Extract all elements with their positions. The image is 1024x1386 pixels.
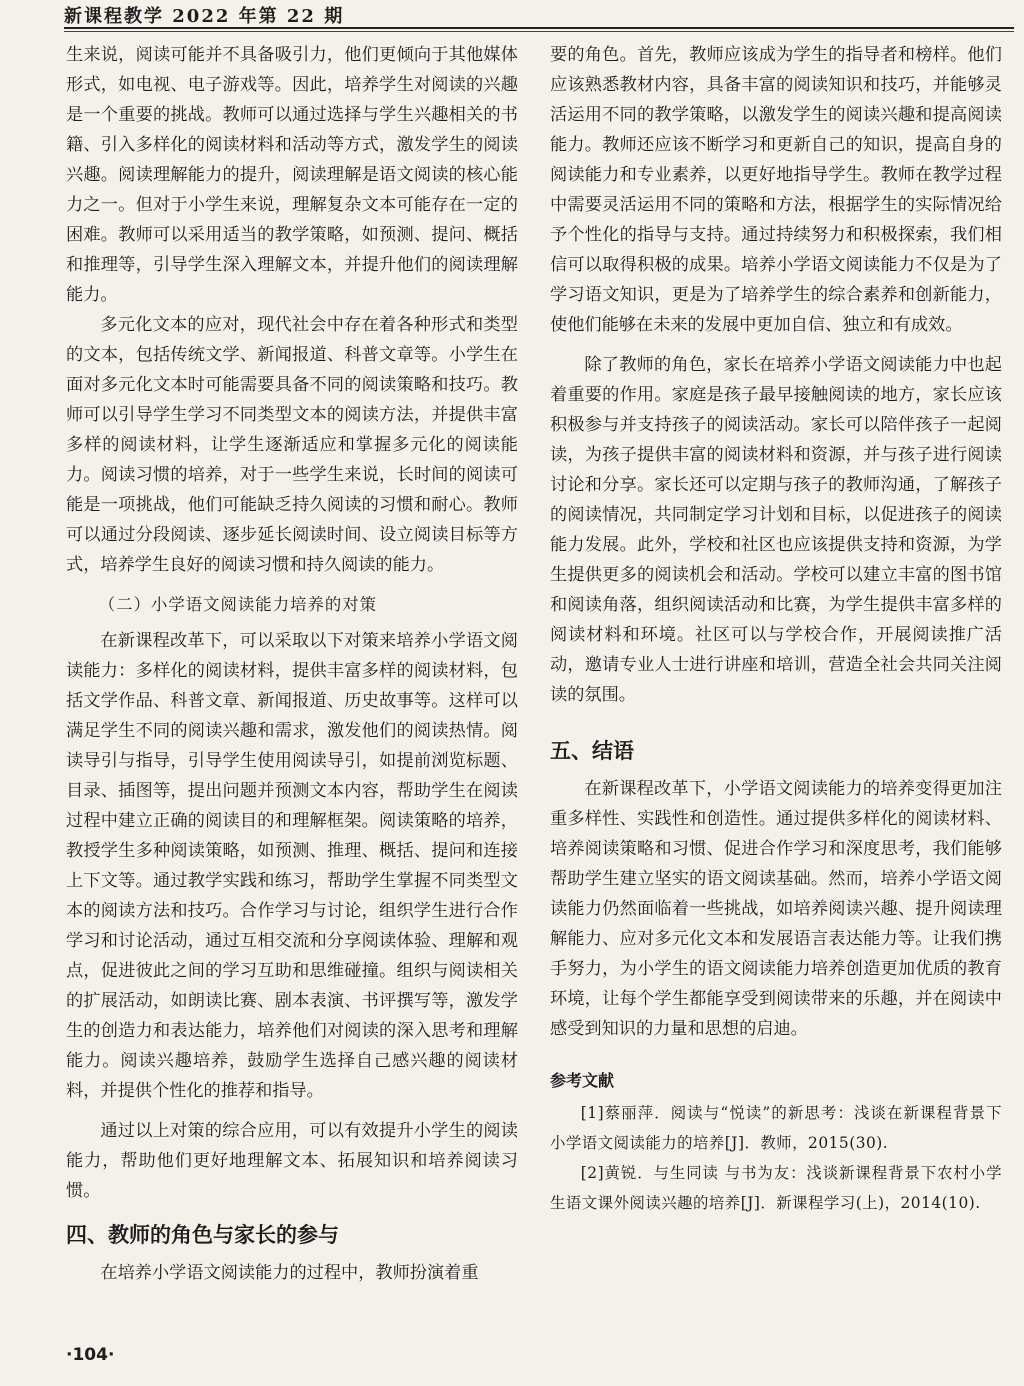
paragraph: 通过以上对策的综合应用，可以有效提升小学生的阅读能力，帮助他们更好地理解文本、拓展知识和培养阅读习惯。 bbox=[66, 1121, 518, 1201]
paragraph: 多元化文本的应对，现代社会中存在着各种形式和类型的文本，包括传统文学、新闻报道、科普文章等。小学生在面对多元化文本时可能需要具备不同的阅读策略和技巧。教师可以引导学生学习不同类型文本的阅读方法，并提供丰富多样的阅读材料，让学生逐渐适应和掌握多元化的阅读能力。阅读习惯的培养，对于一些学生来说，长时间的阅读可能是一项挑战，他们可能缺乏持久阅读的习惯和耐心。教师可以通过分段阅读、逐步延长阅读时间、设立阅读目标等方式，培养学生良好的阅读习惯和持久阅读的能力。 bbox=[66, 315, 518, 575]
paragraph: 除了教师的角色，家长在培养小学语文阅读能力中也起着重要的作用。家庭是孩子最早接触阅读的地方，家长应该积极参与并支持孩子的阅读活动。家长可以陪伴孩子一起阅读，为孩子提供丰富的阅读材料和资源，并与孩子进行阅读讨论和分享。家长还可以定期与孩子的教师沟通，了解孩子的阅读情况，共同制定学习计划和目标，以促进孩子的阅读能力发展。此外，学校和社区也应该提供支持和资源，为学生提供更多的阅读机会和活动。学校可以建立丰富的图书馆和阅读角落，组织阅读活动和比赛，为学生提供丰富多样的阅读材料和环境。社区可以与学校合作，开展阅读推广活动，邀请专业人士进行讲座和培训，营造全社会共同关注阅读的氛围。 bbox=[550, 355, 1002, 705]
header-rule-thin bbox=[64, 31, 1014, 32]
header-rule bbox=[64, 27, 1014, 29]
subsection-heading: （二）小学语文阅读能力培养的对策 bbox=[98, 595, 378, 614]
references-heading: 参考文献 bbox=[550, 1071, 615, 1090]
reference-item: [1]蔡丽萍．阅读与“悦读”的新思考：浅谈在新课程背景下小学语文阅读能力的培养[J]．教师，2015(30). bbox=[550, 1104, 1002, 1152]
section-heading: 五、结语 bbox=[550, 739, 634, 763]
page-number: ·104· bbox=[66, 1345, 115, 1365]
right-column bbox=[550, 40, 1002, 1218]
reference-item: [2]黄锐．与生同读 与书为友：浅谈新课程背景下农村小学生语文课外阅读兴趣的培养[J]．新课程学习(上)，2014(10). bbox=[550, 1164, 1002, 1212]
paragraph: 在新课程改革下，可以采取以下对策来培养小学语文阅读能力：多样化的阅读材料，提供丰富多样的阅读材料，包括文学作品、科普文章、新闻报道、历史故事等。这样可以满足学生不同的阅读兴趣和需求，激发他们的阅读热情。阅读导引与指导，引导学生使用阅读导引，如提前浏览标题、目录、插图等，提出问题并预测文本内容，帮助学生在阅读过程中建立正确的阅读目的和理解框架。阅读策略的培养，教授学生多种阅读策略，如预测、推理、概括、提问和连接上下文等。通过教学实践和练习，帮助学生掌握不同类型文本的阅读方法和技巧。合作学习与讨论，组织学生进行合作学习和讨论活动，通过互相交流和分享阅读体验、理解和观点，促进彼此之间的学习互助和思维碰撞。组织与阅读相关的扩展活动，如朗读比赛、剧本表演、书评撰写等，激发学生的创造力和表达能力，培养他们对阅读的深入思考和理解能力。阅读兴趣培养，鼓励学生选择自己感兴趣的阅读材料，并提供个性化的推荐和指导。 bbox=[66, 631, 518, 1101]
paragraph: 要的角色。首先，教师应该成为学生的指导者和榜样。他们应该熟悉教材内容，具备丰富的阅读知识和技巧，并能够灵活运用不同的教学策略，以激发学生的阅读兴趣和提高阅读能力。教师还应该不断学习和更新自己的知识，提高自身的阅读能力和专业素养，以更好地指导学生。教师在教学过程中需要灵活运用不同的策略和方法，根据学生的实际情况给予个性化的指导与支持。通过持续努力和积极探索，我们相信可以取得积极的成果。培养小学语文阅读能力不仅是为了学习语文知识，更是为了培养学生的综合素养和创新能力，使他们能够在未来的发展中更加自信、独立和有成效。 bbox=[550, 45, 1002, 335]
section-heading: 四、教师的角色与家长的参与 bbox=[66, 1223, 339, 1247]
left-column bbox=[66, 40, 518, 1288]
paragraph: 在新课程改革下，小学语文阅读能力的培养变得更加注重多样性、实践性和创造性。通过提供多样化的阅读材料、培养阅读策略和习惯、促进合作学习和深度思考，我们能够帮助学生建立坚实的语文阅读基础。然而，培养小学语文阅读能力仍然面临着一些挑战，如培养阅读兴趣、提升阅读理解能力、应对多元化文本和发展语言表达能力等。让我们携手努力，为小学生的语文阅读能力培养创造更加优质的教育环境，让每个学生都能享受到阅读带来的乐趣，并在阅读中感受到知识的力量和思想的启迪。 bbox=[550, 779, 1002, 1039]
paragraph: 在培养小学语文阅读能力的过程中，教师扮演着重 bbox=[100, 1263, 479, 1283]
journal-title: 新课程教学 2022 年第 22 期 bbox=[64, 6, 345, 27]
paragraph: 生来说，阅读可能并不具备吸引力，他们更倾向于其他媒体形式，如电视、电子游戏等。因此，培养学生对阅读的兴趣是一个重要的挑战。教师可以通过选择与学生兴趣相关的书籍、引入多样化的阅读材料和活动等方式，激发学生的阅读兴趣。阅读理解能力的提升，阅读理解是语文阅读的核心能力之一。但对于小学生来说，理解复杂文本可能存在一定的困难。教师可以采用适当的教学策略，如预测、提问、概括和推理等，引导学生深入理解文本，并提升他们的阅读理解能力。 bbox=[66, 45, 518, 305]
